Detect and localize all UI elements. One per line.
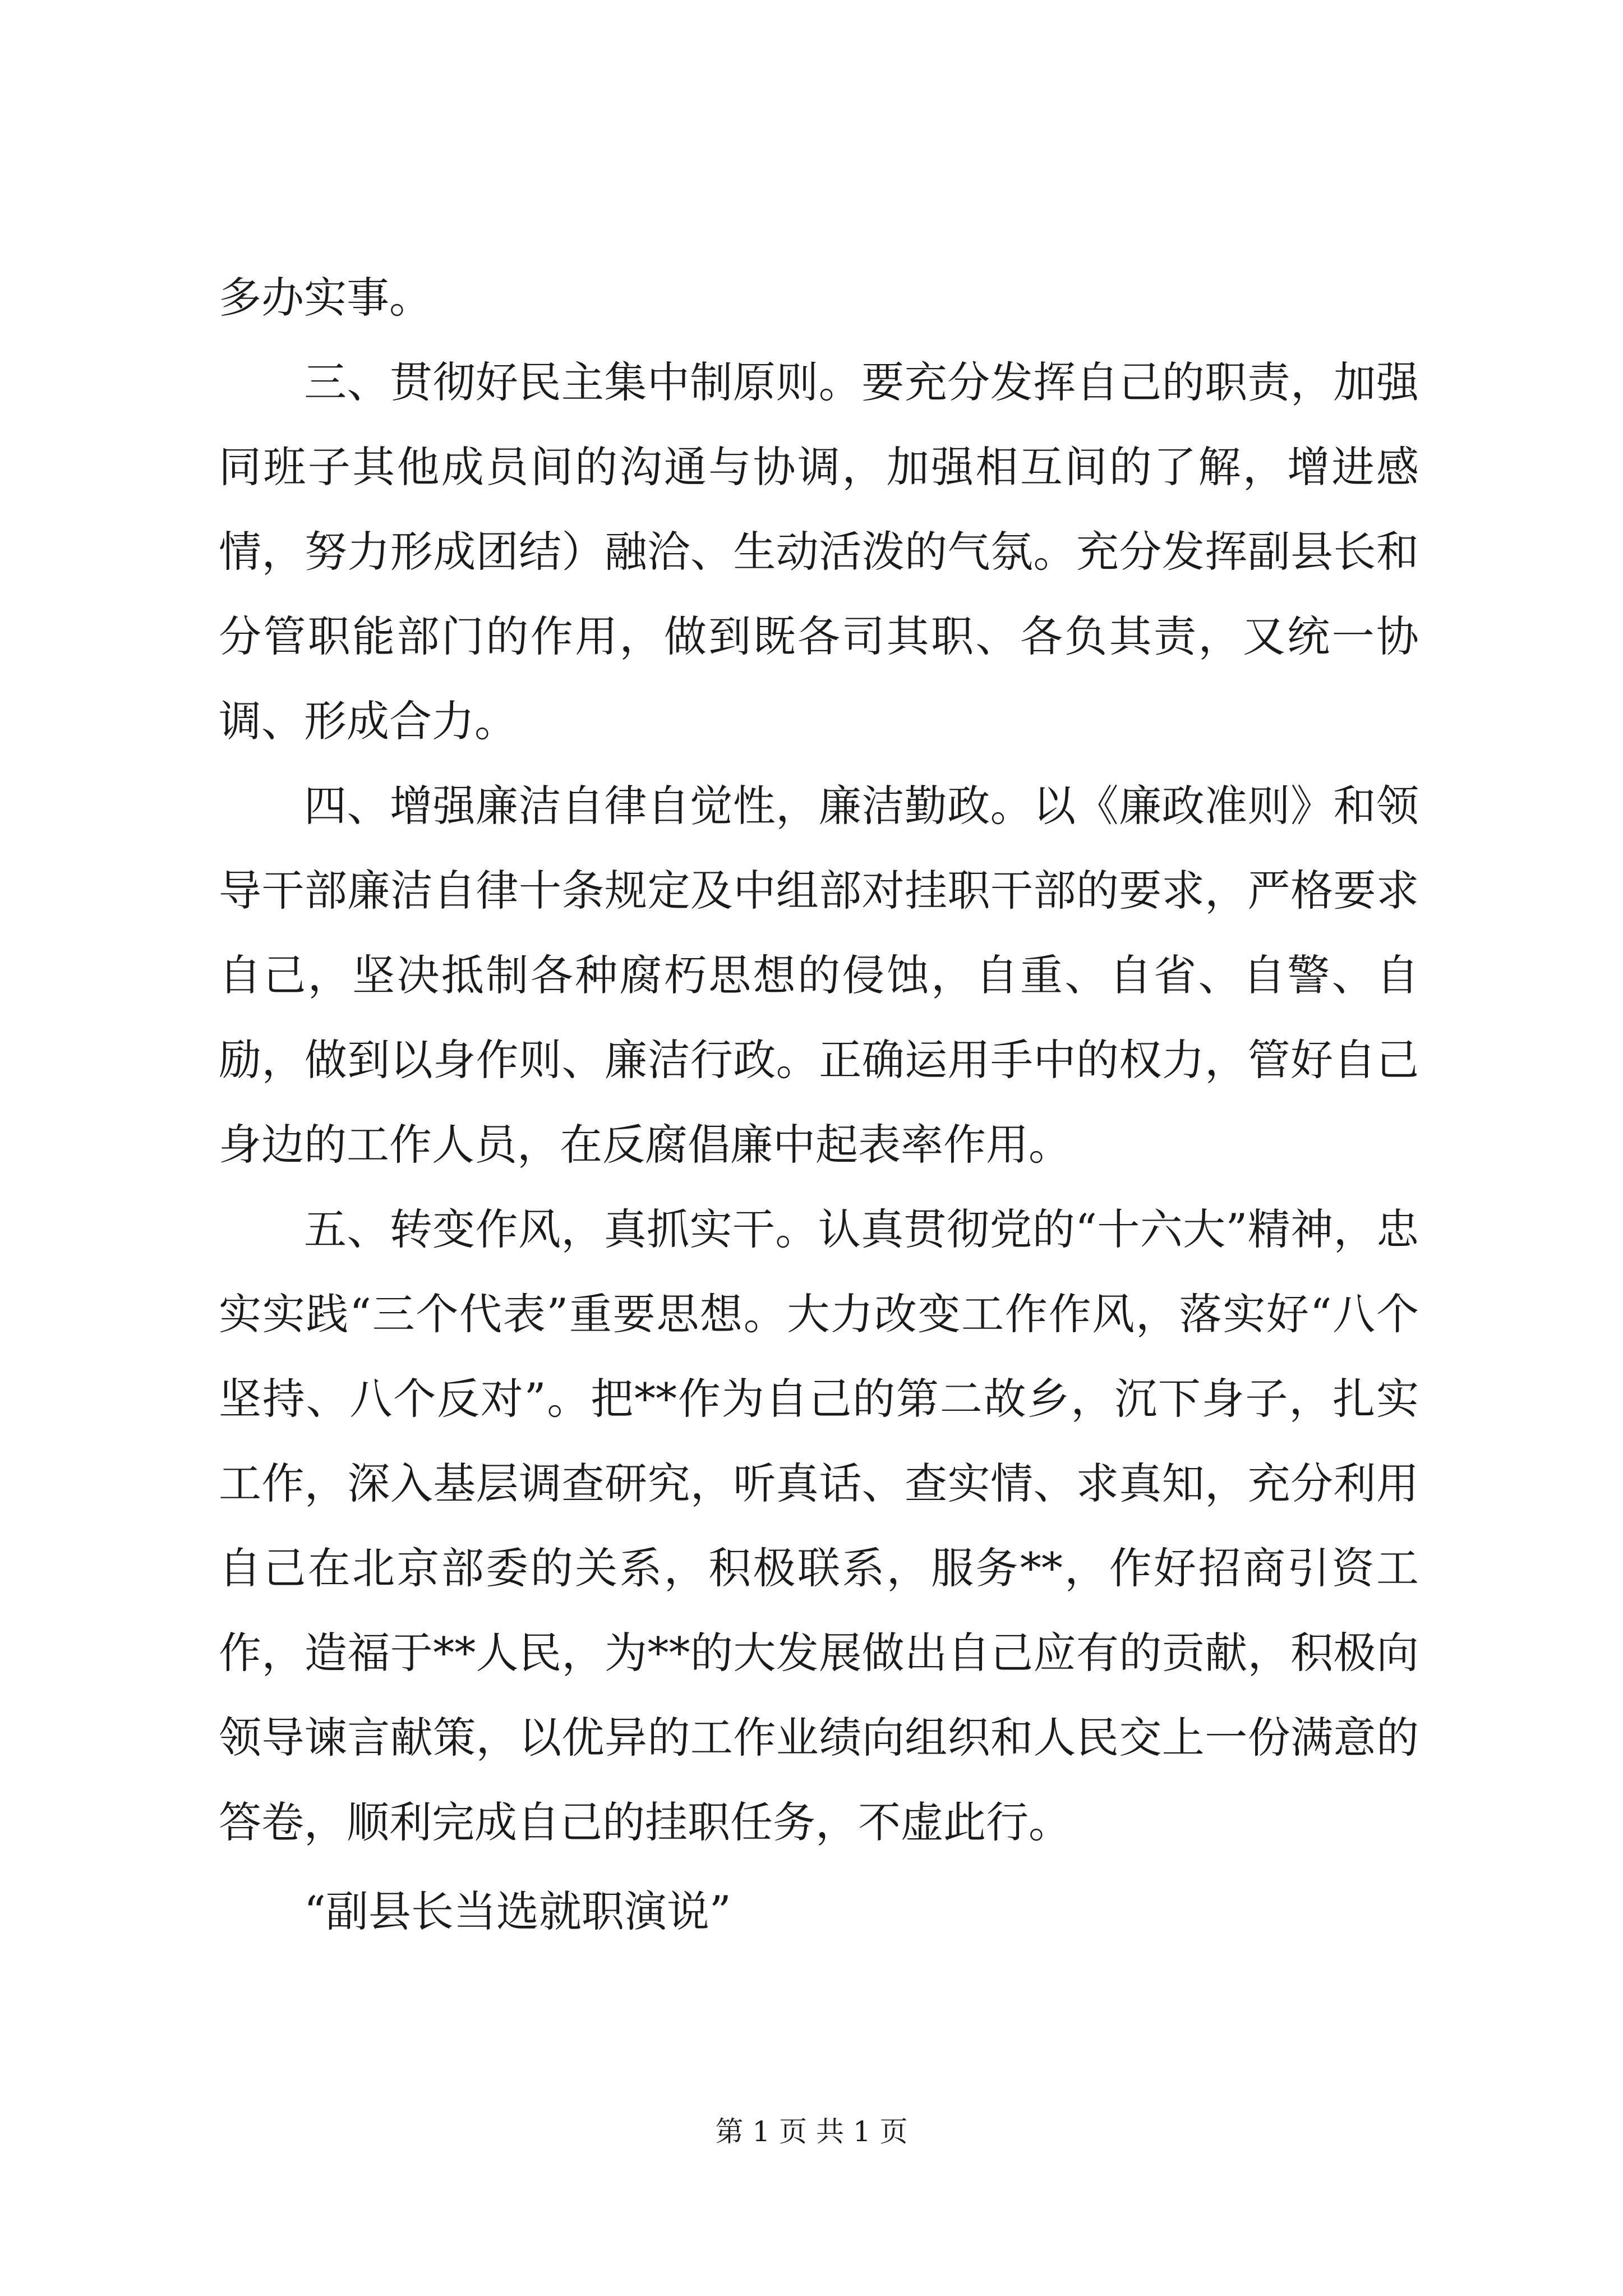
page-footer: 第 1 页 共 1 页 [715, 2115, 908, 2148]
paragraph-section-5: 五、转变作风，真抓实干。认真贯彻党的“十六大”精神，忠实实践“三个代表”重要思想。大力改变工作作风，落实好“八个坚持、八个反对”。把**作为自己的第二故乡，沉下身子，扎实工作，深入基层调查研究，听真话、查实情、求真知，充分利用自己在北京部委的关系，积极联系，服务**，作好招商引资工作，造福于**人民，为**的大发展做出自己应有的贡献，积极向领导谏言献策，以优异的工作业绩向组织和人民交上一份满意的答卷，顺利完成自己的挂职任务，不虚此行。 [219, 1204, 1419, 1847]
closing-title: “副县长当选就职演说” [304, 1887, 731, 1936]
paragraph-section-3: 三、贯彻好民主集中制原则。要充分发挥自己的职责，加强同班子其他成员间的沟通与协调，加强相互间的了解，增进感情，努力形成团结）融洽、生动活泼的气氛。充分发挥副县长和分管职能部门的作用，做到既各司其职、各负其责，又统一协调、形成合力。 [219, 357, 1419, 746]
paragraph-continuation: 多办实事。 [219, 273, 432, 323]
paragraph-section-4: 四、增强廉洁自律自觉性，廉洁勤政。以《廉政准则》和领导干部廉洁自律十条规定及中组部对挂职干部的要求，严格要求自己，坚决抵制各种腐朽思想的侵蚀，自重、自省、自警、自励，做到以身作则、廉洁行政。正确运用手中的权力，管好自己身边的工作人员，在反腐倡廉中起表率作用。 [219, 781, 1419, 1170]
document-body [219, 255, 1419, 1954]
